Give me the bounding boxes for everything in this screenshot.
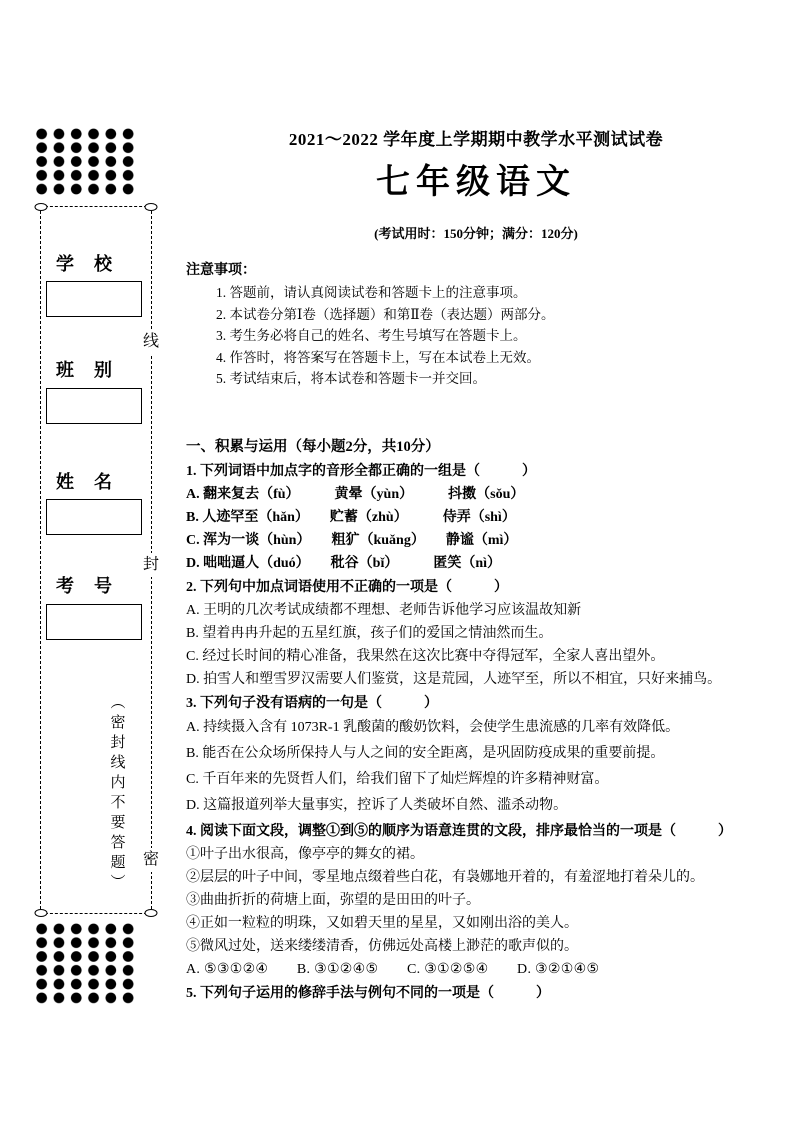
question-2-option-d: D. 拍雪人和塑雪罗汉需要人们鉴赏，这是荒园，人迹罕至，所以不相宜，只好来捕鸟。 [186, 671, 722, 687]
question-4-sentence-3: ③曲曲折折的荷塘上面，弥望的是田田的叶子。 [186, 892, 480, 908]
question-1-option-b: B. 人迹罕至（hǎn） 贮蓄（zhù） 侍弄（shì） [186, 509, 516, 525]
question-2-option-c: C. 经过长时间的精心准备，我果然在这次比赛中夺得冠军，全家人喜出望外。 [186, 648, 665, 664]
registration-dot-block-top [33, 127, 137, 196]
registration-dot-block-bottom [33, 922, 137, 1005]
exam-content [186, 128, 766, 1005]
question-3-option-b: B. 能否在公众场所保持人与人之间的安全距离，是巩固防疫成果的重要前提。 [186, 745, 665, 761]
question-1-option-c: C. 浑为一谈（hùn） 粗犷（kuǎng） 静谧（mì） [186, 532, 518, 548]
notice-item: 4. 作答时，将答案写在答题卡上，写在本试卷上无效。 [216, 349, 540, 365]
corner-mark-top-left [35, 203, 48, 211]
question-2-stem: 2. 下列句中加点词语使用不正确的一项是（ ） [186, 579, 508, 595]
exam-number-field-box [46, 604, 142, 640]
seal-area-note: （密封线内不要答题） [108, 694, 125, 894]
exam-number-field-label: 考 号 [56, 576, 113, 596]
corner-mark-top-right [145, 203, 158, 211]
question-3-stem: 3. 下列句子没有语病的一句是（ ） [186, 695, 438, 711]
question-4-sentence-5: ⑤微风过处，送来缕缕清香，仿佛远处高楼上渺茫的歌声似的。 [186, 938, 578, 954]
notice-item: 1. 答题前，请认真阅读试卷和答题卡上的注意事项。 [216, 285, 527, 301]
seal-line-char-mi: 密 [142, 848, 160, 872]
question-1-option-d: D. 咄咄逼人（duó） 秕谷（bǐ） 匿笑（nì） [186, 555, 502, 571]
corner-mark-bottom-right [145, 909, 158, 917]
question-2-option-a: A. 王明的几次考试成绩都不理想、老师告诉他学习应该温故知新 [186, 602, 582, 618]
question-3-option-c: C. 千百年来的先贤哲人们，给我们留下了灿烂辉煌的许多精神财富。 [186, 771, 609, 787]
question-3-option-a: A. 持续摄入含有 1073R-1 乳酸菌的酸奶饮料，会使学生患流感的几率有效降低。 [186, 719, 680, 735]
question-1-option-a: A. 翻来复去（fù） 黄晕（yùn） 抖擞（sǒu） [186, 486, 525, 502]
question-4-stem: 4. 阅读下面文段，调整①到⑤的顺序为语意连贯的文段，排序最恰当的一项是（ ） [186, 823, 732, 839]
notice-item: 3. 考生务必将自己的姓名、考生号填写在答题卡上。 [216, 328, 527, 344]
section-heading: 一、积累与运用（每小题2分，共10分） [186, 438, 440, 455]
school-field-box [46, 281, 142, 317]
question-2-option-b: B. 望着冉冉升起的五星红旗，孩子们的爱国之情油然而生。 [186, 625, 553, 641]
exam-title: 2021～2022 学年度上学期期中教学水平测试试卷 [288, 130, 664, 149]
subject-title: 七年级语文 [376, 164, 576, 201]
question-4-answer-options: A. ⑤③①②④ B. ③①②④⑤ C. ③①②⑤④ D. ③②①④⑤ [186, 961, 600, 977]
school-field-label: 学 校 [56, 254, 113, 274]
notice-heading: 注意事项： [186, 263, 256, 279]
exam-time-score-info: (考试用时：150分钟；满分：120分) [374, 226, 578, 242]
class-field-box [46, 388, 142, 424]
seal-line-char-feng: 封 [142, 553, 160, 577]
question-4-sentence-1: ①叶子出水很高，像亭亭的舞女的裙。 [186, 846, 424, 862]
seal-line-char-xian: 线 [142, 330, 160, 354]
notice-item: 2. 本试卷分第Ⅰ卷（选择题）和第Ⅱ卷（表达题）两部分。 [216, 306, 555, 322]
question-1-stem: 1. 下列词语中加点字的音形全都正确的一组是（ ） [186, 463, 536, 479]
name-field-box [46, 499, 142, 535]
question-3-option-d: D. 这篇报道列举大量事实，控诉了人类破坏自然、滥杀动物。 [186, 797, 568, 813]
question-5-stem: 5. 下列句子运用的修辞手法与例句不同的一项是（ ） [186, 985, 550, 1001]
name-field-label: 姓 名 [56, 472, 113, 492]
question-4-sentence-4: ④正如一粒粒的明珠，又如碧天里的星星，又如刚出浴的美人。 [186, 915, 578, 931]
question-4-sentence-2: ②层层的叶子中间，零星地点缀着些白花，有袅娜地开着的，有羞涩地打着朵儿的。 [186, 869, 704, 885]
class-field-label: 班 别 [56, 360, 113, 380]
corner-mark-bottom-left [35, 909, 48, 917]
notice-item: 5. 考试结束后，将本试卷和答题卡一并交回。 [216, 371, 486, 387]
